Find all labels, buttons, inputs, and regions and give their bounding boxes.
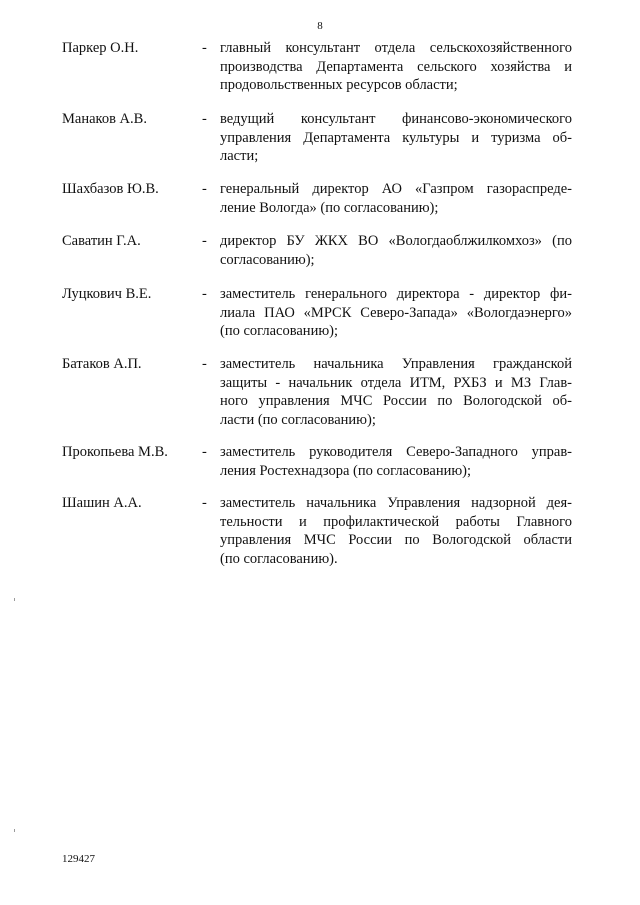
member-position — [220, 110, 572, 166]
member-position-line: управления Департамента культуры и туризма об- — [220, 129, 572, 146]
member-name: Луцкович В.Е. — [62, 286, 152, 302]
member-dash: - — [202, 233, 207, 249]
member-position-line: тельности и профилактической работы Главного — [220, 513, 572, 530]
member-dash: - — [202, 286, 207, 302]
member-dash: - — [202, 111, 207, 127]
member-name: Шашин А.А. — [62, 495, 142, 511]
member-position-line: ласти (по согласованию); — [220, 411, 376, 428]
member-dash: - — [202, 495, 207, 511]
footer-document-code: 129427 — [62, 853, 95, 865]
member-position-line: заместитель генерального директора - директор фи- — [220, 286, 572, 302]
member-dash: - — [202, 40, 207, 56]
member-name: Манаков А.В. — [62, 111, 147, 127]
member-dash: - — [202, 444, 207, 460]
scan-artifact — [14, 598, 15, 601]
member-dash: - — [202, 356, 207, 372]
member-position — [220, 232, 572, 269]
member-position-line: заместитель начальника Управления надзорной дея- — [220, 495, 572, 511]
member-position — [220, 39, 572, 95]
member-position-line: генеральный директор АО «Газпром газораспреде- — [220, 181, 572, 197]
member-position-line: ление Вологда» (по согласованию); — [220, 199, 439, 216]
member-position-line: (по согласованию). — [220, 550, 338, 567]
member-position-line: заместитель начальника Управления гражданской — [220, 356, 572, 372]
scan-artifact — [14, 829, 15, 832]
member-position-line: защиты - начальник отдела ИТМ, РХБЗ и МЗ Глав- — [220, 374, 572, 391]
member-position-line: ласти; — [220, 148, 259, 164]
member-position-line: продовольственных ресурсов области; — [220, 77, 458, 93]
member-dash: - — [202, 181, 207, 197]
member-position — [220, 285, 572, 341]
member-position-line: заместитель руководителя Северо-Западного управ- — [220, 444, 572, 460]
member-position — [220, 180, 572, 217]
member-position — [220, 443, 572, 480]
member-position-line: ведущий консультант финансово-экономического — [220, 111, 572, 127]
member-position — [220, 355, 572, 429]
page-number: 8 — [317, 20, 323, 32]
member-name: Шахбазов Ю.В. — [62, 181, 159, 197]
member-position-line: ного управления МЧС России по Вологодской об- — [220, 393, 572, 409]
member-position-line: согласованию); — [220, 251, 315, 268]
member-position-line: ления Ростехнадзора (по согласованию); — [220, 462, 472, 479]
member-position-line: главный консультант отдела сельскохозяйственного — [220, 40, 572, 56]
member-position-line: директор БУ ЖКХ ВО «Вологдаоблжилкомхоз» (по — [220, 233, 572, 249]
member-name: Прокопьева М.В. — [62, 444, 168, 460]
member-name: Паркер О.Н. — [62, 40, 139, 56]
member-position-line: производства Департамента сельского хозяйства и — [220, 58, 572, 75]
member-name: Саватин Г.А. — [62, 233, 141, 249]
member-name: Батаков А.П. — [62, 356, 142, 372]
member-position-line: лиала ПАО «МРСК Северо-Запада» «Вологдаэнерго» — [220, 304, 572, 321]
member-position — [220, 494, 572, 568]
member-position-line: управления МЧС России по Вологодской области — [220, 532, 572, 548]
member-position-line: (по согласованию); — [220, 323, 339, 339]
